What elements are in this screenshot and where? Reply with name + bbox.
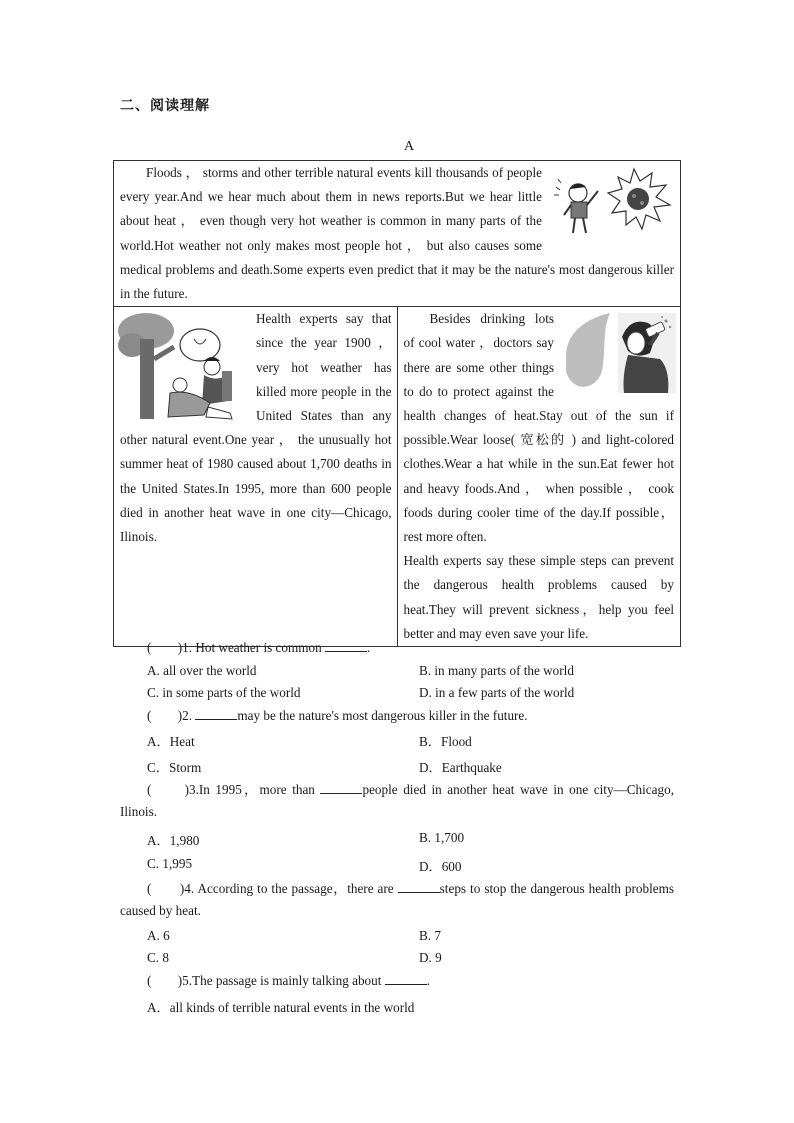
heat-victim-illustration	[118, 309, 248, 421]
answer-blank	[320, 781, 362, 794]
boy-sun-illustration	[548, 165, 674, 237]
question-4-option-a: A. 6	[147, 928, 170, 943]
question-5-option-a: A．all kinds of terrible natural events in the world	[147, 1000, 415, 1015]
question-4-option-d: D. 9	[419, 950, 442, 965]
passage-intro-cell	[114, 161, 681, 307]
question-4: ( )4. According to the passage，there are steps to stop the dangerous health problems caused by heat.	[120, 881, 674, 918]
question-4-option-b: B. 7	[419, 928, 441, 943]
section-title: 二、阅读理解	[120, 99, 210, 114]
passage-label: A	[404, 139, 415, 154]
question-3-option-c: C. 1,995	[147, 856, 193, 871]
answer-blank	[325, 639, 367, 652]
question-4-option-c: C. 8	[147, 950, 169, 965]
question-3-option-b: B. 1,700	[419, 830, 465, 845]
question-1: ( )1. Hot weather is common .	[147, 640, 371, 655]
question-2-option-a: A．Heat	[147, 734, 195, 749]
passage-left-cell	[114, 307, 398, 647]
question-3-option-a: A．1,980	[147, 833, 200, 848]
question-3: ( )3.In 1995，more than people died in another heat wave in one city—Chicago, Ilinois.	[120, 782, 674, 819]
question-2-option-b: B．Flood	[419, 734, 472, 749]
passage-intro: Floods ， storms and other terrible natural events kill thousands of people every year.And we hear much about them in news reports.But we hear little about heat ， even though very hot weather is common in many parts of the world.Hot weather not only makes most people hot ， but also causes some medical problems and death.Some experts even predict that it may be the nature's most dangerous killer in the future.	[120, 165, 674, 302]
answer-blank	[398, 880, 440, 893]
question-2: ( )2. may be the nature's most dangerous killer in the future.	[147, 708, 528, 723]
question-1-option-d: D. in a few parts of the world	[419, 685, 575, 700]
question-3-option-d: D．600	[419, 859, 462, 874]
passage-table	[113, 160, 681, 647]
passage-right-text-2: Health experts say these simple steps can prevent the dangerous health problems caused by heat.They will prevent sickness，help you feel better and may even save your life.	[403, 553, 674, 641]
answer-blank	[385, 972, 427, 985]
question-1-option-c: C. in some parts of the world	[147, 685, 301, 700]
question-1-option-b: B. in many parts of the world	[419, 663, 574, 678]
question-1-option-a: A. all over the world	[147, 663, 257, 678]
question-2-option-d: D．Earthquake	[419, 760, 502, 775]
question-5: ( )5.The passage is mainly talking about .	[147, 973, 430, 988]
answer-blank	[195, 707, 237, 720]
question-2-option-c: C．Storm	[147, 760, 202, 775]
passage-left-text: Health experts say that since the year 1900 ，very hot weather has killed more people in the United States than any other natural event.One year ， the unusually hot summer heat of 1980 caused about 1,700 deaths in the United States.In 1995, more than 600 people died in another heat wave in one city—Chicago, Ilinois.	[120, 311, 392, 545]
passage-right-text-1: Besides drinking lots of cool water ，doctors say there are some other things to do to protect against the health changes of heat.Stay out of the sun if possible.Wear loose( 宽松的 ) and light-colored clothes.Wear a hat while in the sun.Eat fewer hot and heavy foods.And ， when possible ， cook foods during cooler time of the day.If possible，rest more often.	[403, 311, 674, 545]
passage-right-cell	[397, 307, 681, 647]
woman-drinking-illustration	[562, 311, 676, 395]
